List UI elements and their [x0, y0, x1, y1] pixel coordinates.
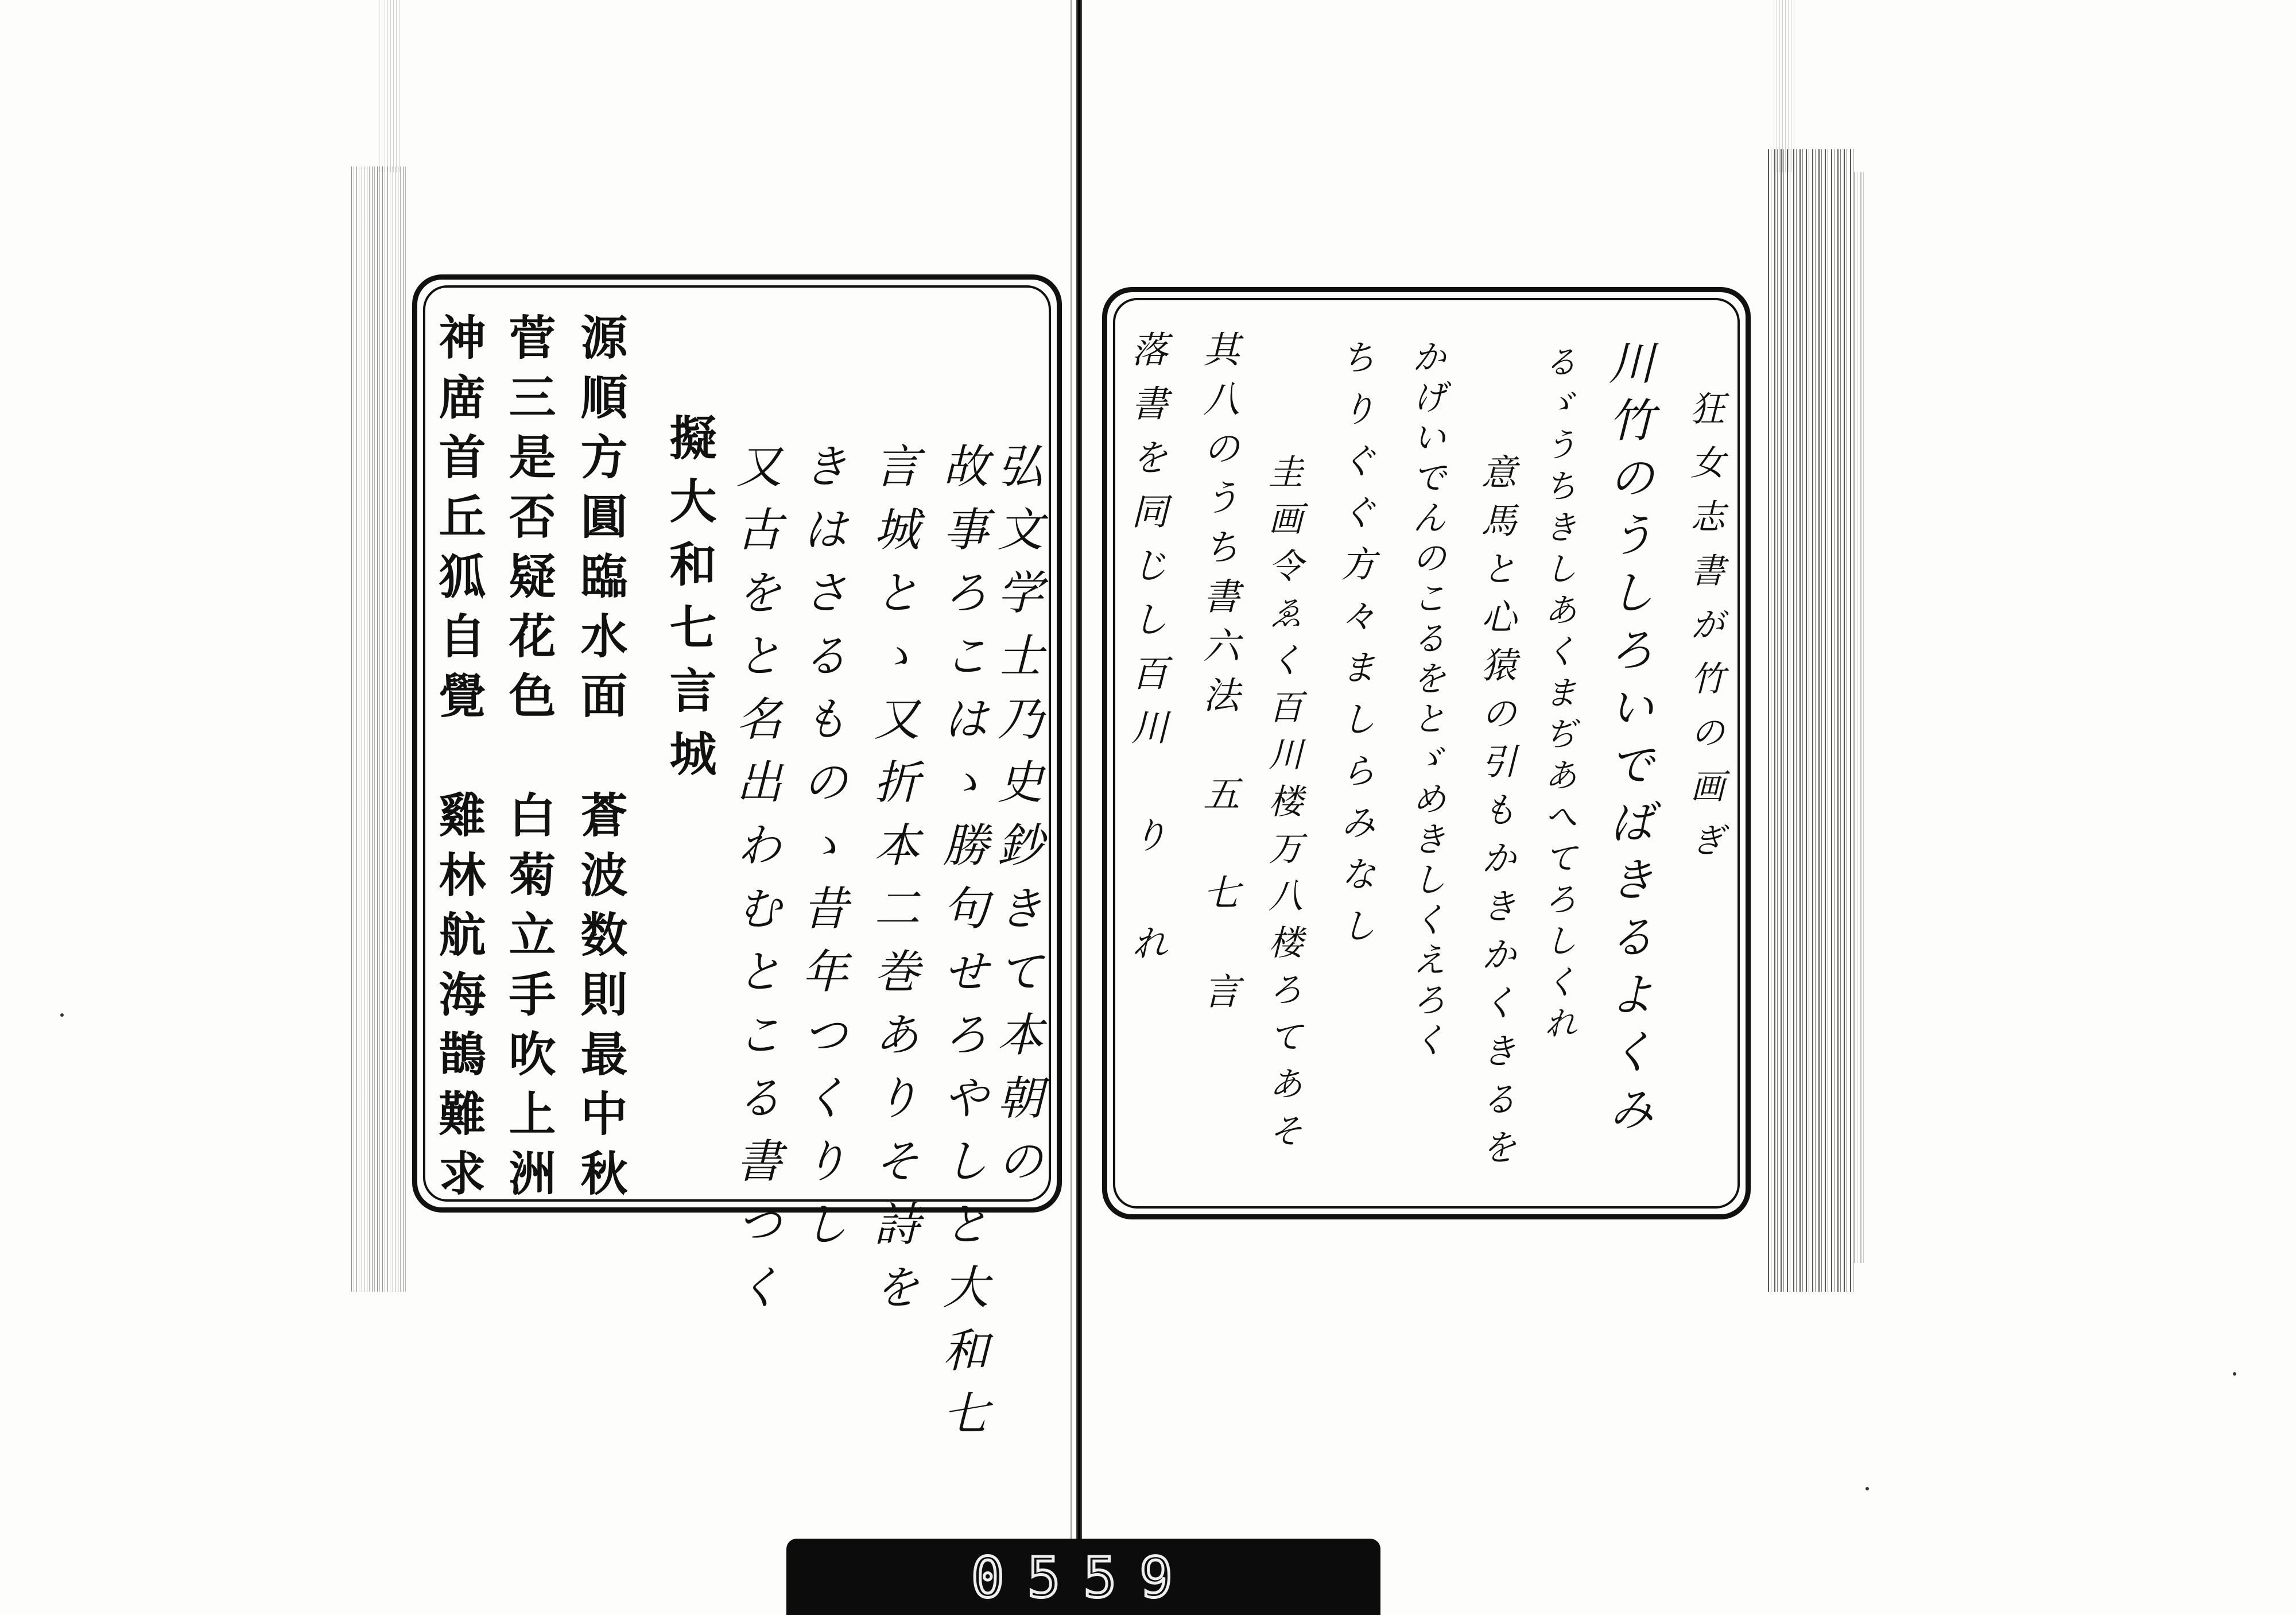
- right-col-6: ちりぐぐ方々ましらみなし: [1335, 339, 1376, 959]
- poem-line-1: 源順方圓臨水面 蒼波数則最中秋: [573, 313, 628, 1209]
- poem-line-2: 菅三是否疑花色 白菊立手吹上洲: [501, 313, 556, 1209]
- left-col-6-heading: 擬大和七言城: [662, 413, 717, 792]
- gutter-line: [1071, 0, 1072, 1615]
- left-col-2: 故事ろこはゝ勝句せろやしと大和七: [935, 442, 988, 1453]
- page-number: 0559: [971, 1546, 1196, 1610]
- right-col-7: 圭画令ゑく百川楼万八楼ろてあそ: [1263, 454, 1303, 1160]
- scan-speck: [1865, 1487, 1869, 1490]
- left-col-1: 弘文学士乃史鈔きて本朝の: [990, 442, 1043, 1200]
- right-col-4: 意馬と心猿の引もかきかくきるを: [1475, 454, 1517, 1177]
- poem-line-3: 神庿首丘狐自覺 雞林航海鵲難求: [431, 313, 486, 1209]
- right-col-1-title: 狂女志書が竹の画ぎ: [1685, 390, 1725, 876]
- right-col-8: 其八のうち書六法 五 七 言: [1197, 330, 1239, 1021]
- scan-edge-right: [1768, 149, 1854, 1292]
- scan-edge-right-faint: [1854, 172, 1865, 1263]
- scan-noise: [379, 0, 402, 172]
- right-col-2: 川竹のうしろいでばきるよくみ: [1601, 339, 1654, 1142]
- book-spine: [1076, 0, 1082, 1615]
- scan-speck: [60, 1013, 64, 1017]
- scan-noise: [1774, 0, 1797, 172]
- page-number-strip: [786, 1539, 1380, 1615]
- right-col-9: 落書を同じし百川 り れ: [1125, 330, 1168, 978]
- scan-speck: [2233, 1372, 2236, 1376]
- left-col-3: 言城とゝ又折本二巻ありそ詩を: [866, 442, 920, 1326]
- scan-edge-left: [351, 166, 406, 1292]
- left-col-4: きはさるものゝ昔年つくりし: [794, 442, 848, 1263]
- right-col-3: るゞうちきしあくまぢあへてろしくれ: [1538, 344, 1577, 1047]
- left-col-5: 又古をと名出わむとこる書つく: [728, 442, 782, 1326]
- right-col-5: かげいでんのこるをとゞめきしくえろく: [1406, 339, 1446, 1062]
